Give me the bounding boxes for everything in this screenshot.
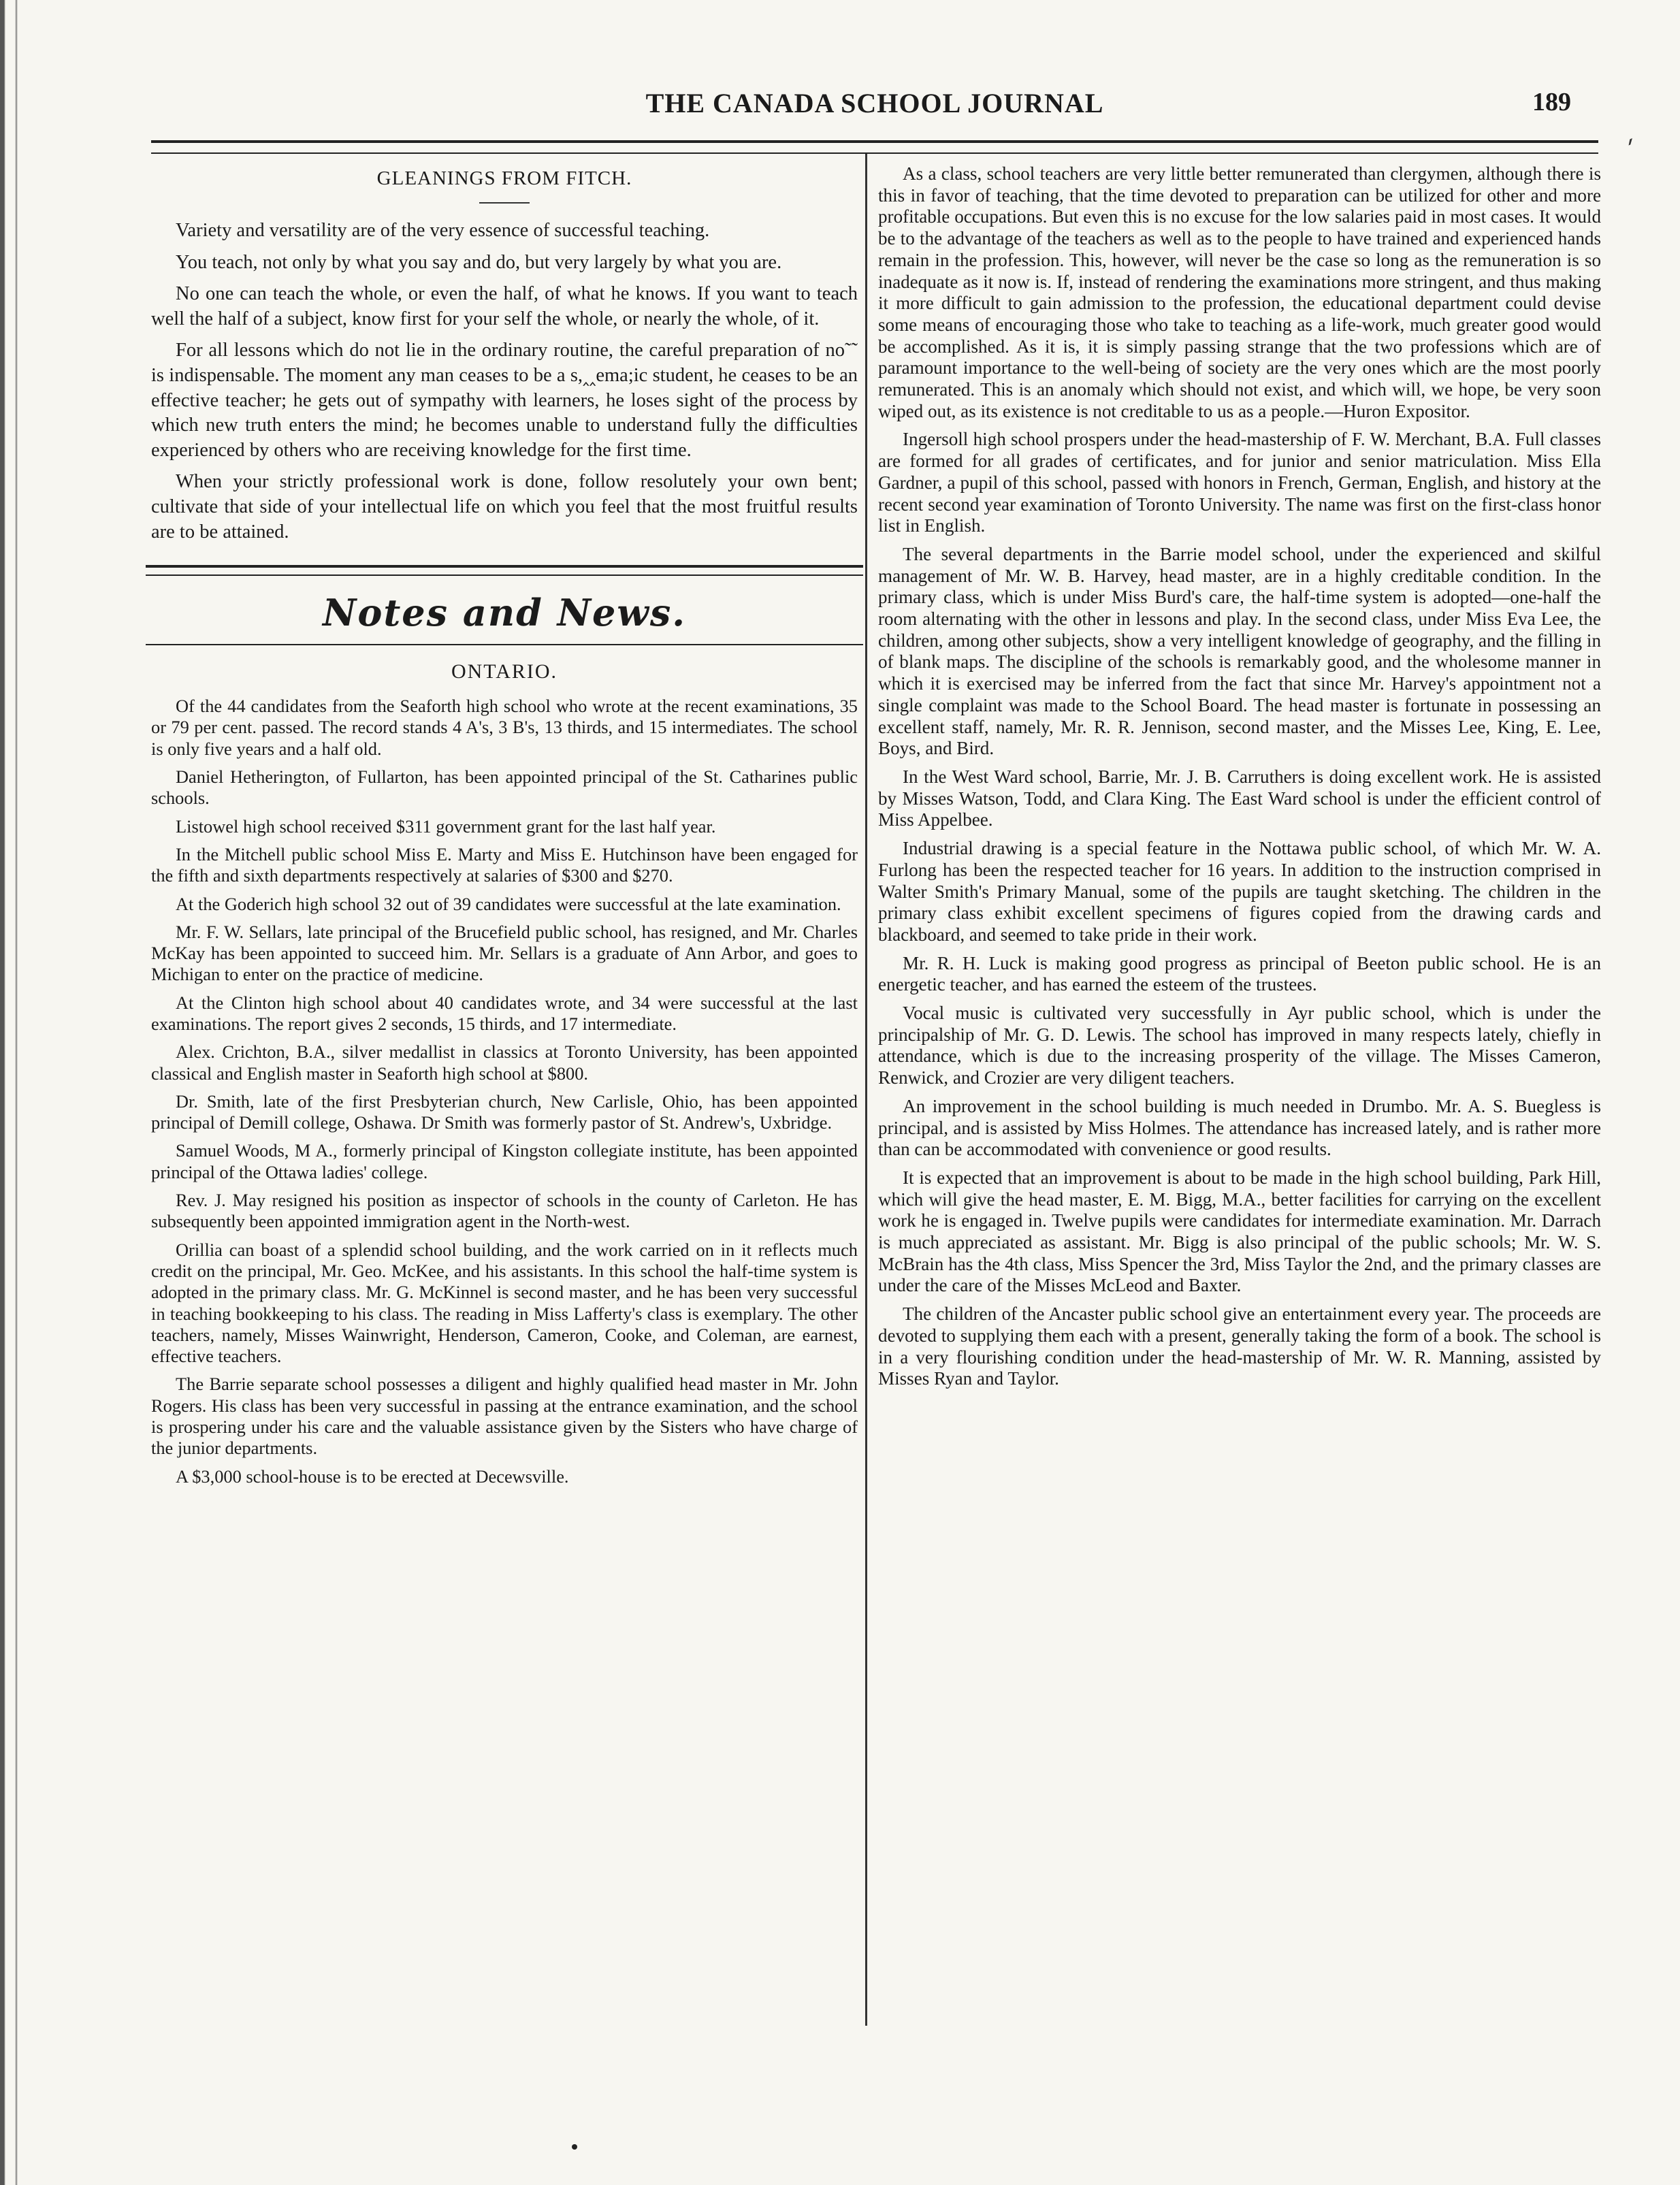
- heading-rule: [146, 644, 863, 645]
- news-item: As a class, school teachers are very little better remunerated than clergymen, although there is this in favor of teaching, that the time devoted to preparation can be utilized for other and more profitable occupations. But even this is no excuse for the low salaries paid in most cases. It would be to the advantage of the teachers as well as to the people to have trained and experienced hands remain in the profession. This, however, will never be the case so long as the remuneration is so inadequate as it now is. If, instead of rendering the examinations more stringent, and thus making it more difficult to gain admission to the profession, the educational department could devise some means of encouraging those who take to teaching as a life-work, much greater good would be accomplished. As it is, it is simply passing strange that the two professions which are of paramount importance to the well-being of society are the very ones which are the most poorly remunerated. This is an anomaly which should not exist, and which will, we hope, be very soon wiped out, as its existence is not creditable to us as a people.—Huron Expositor.: [878, 163, 1601, 421]
- news-item: Daniel Hetherington, of Fullarton, has been appointed principal of the St. Catharines public schools.: [151, 766, 858, 809]
- left-column: [151, 163, 858, 1494]
- gleanings-paragraph: When your strictly professional work is done, follow resolutely your own bent; cultivate that side of your intellectual life on which you feel that the most fruitful results are to be attained.: [151, 471, 858, 543]
- news-item: An improvement in the school building is much needed in Drumbo. Mr. A. S. Buegless is principal, and is assisted by Miss Holmes. The attendance has increased lately, and is rather more than can be accommodated with convenience or good results.: [878, 1095, 1601, 1160]
- right-column: [878, 163, 1601, 1397]
- news-item: Rev. J. May resigned his position as inspector of schools in the county of Carleton. He has subsequently been appointed immigration agent in the North-west.: [151, 1190, 858, 1232]
- gleanings-paragraph: Variety and versatility are of the very essence of successful teaching.: [176, 220, 710, 241]
- news-item: It is expected that an improvement is about to be made in the high school building, Park Hill, which will give the head master, E. M. Bigg, M.A., better facilities for carrying on the excellent work he is engaged in. Twelve pupils were candidates for intermediate examination. Mr. Darrach is much appreciated as assistant. Mr. Bigg is also principal of the public schools; Mr. W. S. McBrain has the 4th class, Miss Spencer the 3rd, Miss Taylor the 2nd, and the primary classes are under the care of the Misses McLeod and Baxter.: [878, 1167, 1601, 1296]
- news-item: Vocal music is cultivated very successfully in Ayr public school, which is under the principalship of Mr. G. D. Lewis. The school has improved in many respects lately, chiefly in attendance, which is due to the increasing prosperity of the village. The Misses Cameron, Renwick, and Crozier are very diligent teachers.: [878, 1003, 1601, 1088]
- news-item: At the Clinton high school about 40 candidates wrote, and 34 were successful at the last examinations. The report gives 2 seconds, 15 thirds, and 17 intermediate.: [151, 992, 858, 1034]
- news-item: Ingersoll high school prospers under the head-mastership of F. W. Merchant, B.A. Full classes are formed for all grades of certificates, and for junior and senior matriculation. Miss Ella Gardner, a pupil of this school, passed with honors in French, German, English, and history at the recent second year examination of Toronto University. The name was first on the first-class honor list in English.: [878, 429, 1601, 536]
- section-separator: [146, 565, 863, 576]
- gleanings-paragraph: No one can teach the whole, or even the half, of what he knows. If you want to teach well the half of a subject, know first for your self the whole, or nearly the whole, of it.: [151, 283, 858, 329]
- column-divider: [865, 154, 867, 2026]
- news-item: Alex. Crichton, B.A., silver medallist in classics at Toronto University, has been appointed classical and English master in Seaforth high school at $800.: [151, 1041, 858, 1084]
- news-item: The several departments in the Barrie model school, under the experienced and skilful management of Mr. W. B. Harvey, head master, are in a highly creditable condition. In the primary class, which is under Miss Burd's care, the half-time system is adopted—one-half the room alternating with the other in lessons and play. In the second class, under Miss Eva Lee, the children, among other subjects, show a very intelligent knowledge of geography, and the filling in of blank maps. The discipline of the schools is remarkably good, and the wholesome manner in which it is exercised may be inferred from the fact that since Mr. Harvey's appointment not a single complaint was made to the School Board. The head master is fortunate in possessing an excellent staff, namely, Mr. R. R. Jennison, second master, and the Misses Lee, King, E. Lee, Boys, and Bird.: [878, 543, 1601, 759]
- running-title: THE CANADA SCHOOL JOURNAL: [645, 88, 1104, 118]
- news-item: Listowel high school received $311 government grant for the last half year.: [176, 815, 716, 837]
- news-item: The Barrie separate school possesses a diligent and highly qualified head master in Mr. John Rogers. His class has been very successful in passing at the entrance examination, and the school is prospering under his care and the valuable assistance given by the Sisters who have charge of the junior departments.: [151, 1374, 858, 1459]
- news-item: Mr. F. W. Sellars, late principal of the Brucefield public school, has resigned, and Mr. Charles McKay has been appointed to succeed him. Mr. Sellars is a graduate of Ann Arbor, and goes to Michigan to enter on the practice of medicine.: [151, 921, 858, 985]
- ink-dot-mark: [572, 2144, 577, 2150]
- page-number: 189: [1532, 88, 1571, 116]
- gleanings-paragraph: You teach, not only by what you say and do, but very largely by what you are.: [176, 251, 782, 273]
- header-rule: [151, 140, 1598, 154]
- page-header: [151, 87, 1598, 128]
- gleanings-paragraph: For all lessons which do not lie in the ordinary routine, the careful preparation of no˜˜ is indispensable. The moment any man ceases to be a s,‸‸ema;ic student, he ceases to be an effective teacher; he gets out of sympathy with learners, he loses sight of the process by which new truth enters the mind; he becomes unable to understand fully the difficulties experienced by others who are receiving knowledge for the first time.: [151, 340, 858, 461]
- news-item: In the West Ward school, Barrie, Mr. J. B. Carruthers is doing excellent work. He is assisted by Misses Watson, Todd, and Clara King. The East Ward school is under the efficient control of Miss Appelbee.: [878, 766, 1601, 830]
- news-item: In the Mitchell public school Miss E. Marty and Miss E. Hutchinson have been engaged for the fifth and sixth departments respectively at salaries of $300 and $270.: [151, 843, 858, 886]
- ontario-subheading: ONTARIO.: [451, 660, 558, 683]
- news-item: Mr. R. H. Luck is making good progress as principal of Beeton public school. He is an energetic teacher, and has earned the esteem of the trustees.: [878, 952, 1601, 995]
- gleanings-section: [151, 167, 858, 545]
- news-item: Samuel Woods, M A., formerly principal of Kingston collegiate institute, has been appointed principal of the Ottawa ladies' college.: [151, 1140, 858, 1182]
- news-item: Orillia can boast of a splendid school building, and the work carried on in it reflects much credit on the principal, Mr. Geo. McKee, and his assistants. In this school the half-time system is adopted in the primary class. Mr. G. McKinnel is second master, and he has been very successful in teaching bookkeeping to his class. The reading in Miss Lafferty's class is exemplary. The other teachers, namely, Misses Wainwright, Henderson, Cameron, Cooke, and Coleman, are earnest, effective teachers.: [151, 1239, 858, 1367]
- news-item: At the Goderich high school 32 out of 39 candidates were successful at the late examination.: [176, 893, 841, 914]
- news-item: Dr. Smith, late of the first Presbyterian church, New Carlisle, Ohio, has been appointed principal of Demill college, Oshawa. Dr Smith was formerly pastor of St. Andrew's, Uxbridge.: [151, 1090, 858, 1133]
- news-item: The children of the Ancaster public school give an entertainment every year. The proceeds are devoted to supplying them each with a present, generally taking the form of a book. The school is in a very flourishing condition under the head-mastership of Mr. W. R. Manning, assisted by Misses Ryan and Taylor.: [878, 1304, 1601, 1389]
- title-rule: [479, 202, 530, 204]
- news-item: Of the 44 candidates from the Seaforth high school who wrote at the recent examinations, 35 or 79 per cent. passed. The record stands 4 A's, 3 B's, 13 thirds, and 15 intermediates. The school is only five years and a half old.: [151, 696, 858, 759]
- news-item: A $3,000 school-house is to be erected at Decewsville.: [176, 1466, 569, 1487]
- margin-pencil-mark: ˊ: [1621, 134, 1647, 169]
- gleanings-title: GLEANINGS FROM FITCH.: [376, 167, 632, 189]
- news-item: Industrial drawing is a special feature in the Nottawa public school, of which Mr. W. A. Furlong has been the respected teacher for 16 years. In addition to the instruction comprised in Walter Smith's Primary Manual, some of the pupils are taught sketching. The children in the primary class exhibit excellent specimens of figures copied from the drawing cards and blackboard, and seemed to take pride in their work.: [878, 838, 1601, 945]
- page-binding-edge: [0, 0, 41, 2185]
- news-left-items: [151, 696, 858, 1487]
- notes-and-news-heading: Notes and News.: [322, 591, 687, 635]
